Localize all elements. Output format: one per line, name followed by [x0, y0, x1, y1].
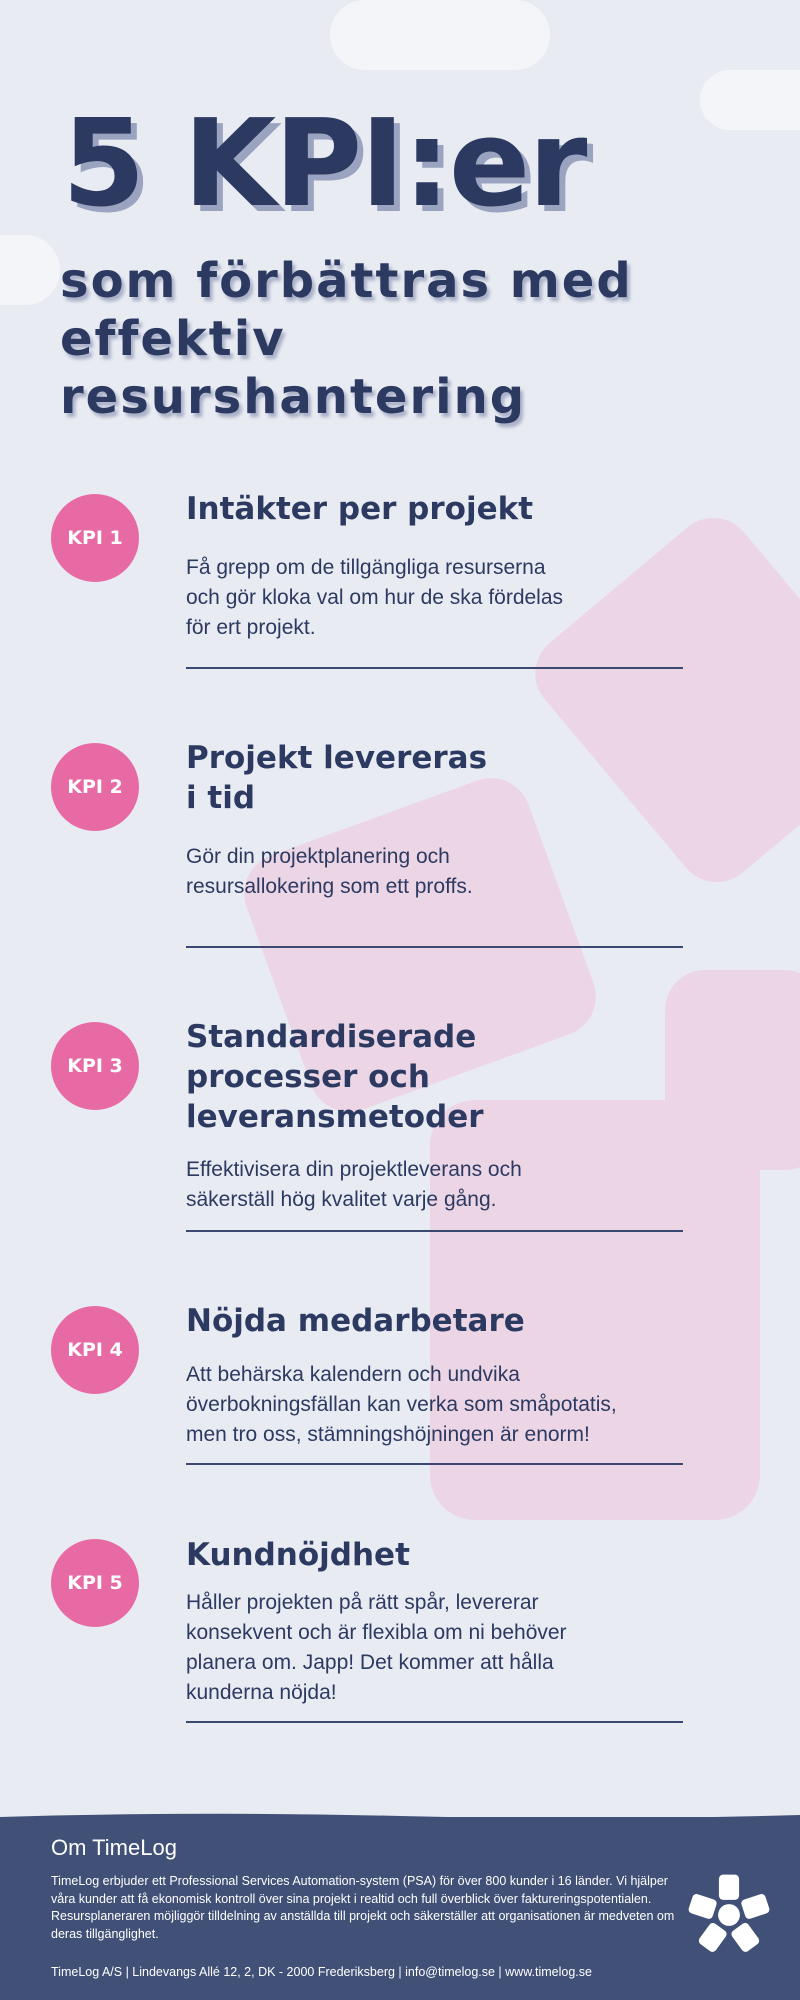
- page-title: 5 KPI:er: [62, 95, 586, 234]
- page-subtitle: som förbättras med effektiv resurshantering: [60, 253, 633, 425]
- kpi-description: Håller projekten på rätt spår, levererar konsekvent och är flexibla om ni behöver planera om. Japp! Det kommer att hålla kunderna nöjda!: [186, 1591, 567, 1704]
- footer-wave: [0, 1807, 800, 1827]
- kpi-divider: [186, 667, 683, 669]
- kpi-title: Kundnöjdhet: [186, 1537, 410, 1573]
- kpi-title: Projekt levereras i tid: [186, 740, 488, 816]
- kpi-badge: KPI 1: [51, 494, 139, 582]
- kpi-divider: [186, 946, 683, 948]
- kpi-title: Intäkter per projekt: [186, 491, 534, 527]
- kpi-description: Effektivisera din projektleverans och säkerställ hög kvalitet varje gång.: [186, 1158, 522, 1211]
- kpi-divider: [186, 1721, 683, 1723]
- kpi-badge: KPI 3: [51, 1022, 139, 1110]
- timelog-flower-logo-icon: [687, 1873, 771, 1957]
- kpi-divider: [186, 1230, 683, 1232]
- kpi-description: Få grepp om de tillgängliga resurserna och gör kloka val om hur de ska fördelas för ert projekt.: [186, 556, 564, 639]
- footer: [0, 1817, 800, 2000]
- footer-heading: Om TimeLog: [51, 1835, 177, 1860]
- kpi-badge: KPI 5: [51, 1539, 139, 1627]
- kpi-badge: KPI 2: [51, 743, 139, 831]
- kpi-badge: KPI 4: [51, 1306, 139, 1394]
- footer-description: TimeLog erbjuder ett Professional Services Automation-system (PSA) för över 800 kunder i 16 länder. Vi hjälper våra kunder att få ekonomisk kontroll över sina projekt i realtid och full överblick över faktureringspotentialen. Resursplaneraren möjliggör tilldelning av anställda till projekt och säkerställer att organisationen är medveten om deras tillgänglighet.: [51, 1874, 675, 1941]
- kpi-description: Gör din projektplanering och resursallokering som ett proffs.: [186, 845, 473, 898]
- kpi-title: Nöjda medarbetare: [186, 1303, 525, 1339]
- footer-contact: TimeLog A/S | Lindevangs Allé 12, 2, DK - 2000 Frederiksberg | info@timelog.se | www.timelog.se: [51, 1965, 592, 1979]
- kpi-divider: [186, 1463, 683, 1465]
- kpi-title: Standardiserade processer och leveransmetoder: [186, 1019, 484, 1135]
- kpi-description: Att behärska kalendern och undvika överbokningsfällan kan verka som småpotatis, men tro oss, stämningshöjningen är enorm!: [186, 1363, 617, 1446]
